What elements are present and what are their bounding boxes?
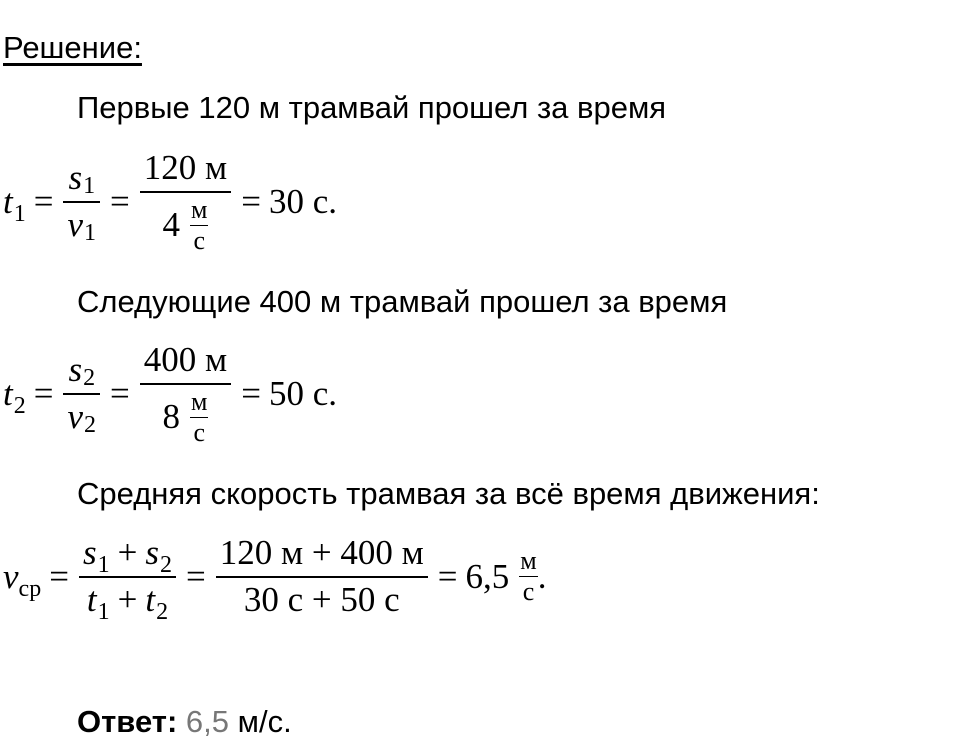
equals-sign: = — [49, 556, 69, 596]
equals-sign: = — [437, 556, 458, 596]
eq2-values-fraction: 400 м 8 $\frac{м}{с}$ — [140, 342, 231, 446]
equation-t1 — [3, 150, 337, 254]
paragraph-average-speed: Средняя скорость трамвая за всё время движения: — [77, 476, 820, 511]
equation-t2 — [3, 342, 337, 446]
eq2-lhs: $t_2$ — [3, 373, 26, 419]
eq2-speed-unit: $\frac{м}{с}$ — [191, 386, 208, 447]
eq3-values-fraction: $\frac{120 м + 400 м}{30 с + 50 с}$ — [216, 535, 428, 619]
eq2-result: 50 с. — [268, 373, 337, 413]
answer-unit: м/с. — [237, 704, 292, 739]
eq1-result: 30 с. — [268, 181, 337, 221]
solution-heading: Решение: — [3, 30, 142, 65]
eq1-formula-fraction: s 1 v 1 — [63, 160, 100, 244]
paragraph-first-segment: Первые 120 м трамвай прошел за время — [77, 90, 667, 125]
eq3-speed-unit: $\frac{м}{с}$ — [520, 546, 537, 607]
equals-sign: = — [110, 181, 130, 221]
equals-sign: = — [110, 373, 130, 413]
eq3-formula-fraction: $s_1$ + $s_2$ $t_1$ + $t_2$ — [79, 535, 176, 619]
eq3-lhs: $v_{ср}$ — [3, 556, 42, 602]
answer-line — [77, 704, 292, 740]
equals-sign: = — [33, 373, 54, 413]
equals-sign: = — [33, 181, 54, 221]
eq1-speed-unit: $\frac{м}{с}$ — [191, 194, 208, 255]
answer-label: Ответ: — [77, 704, 178, 739]
eq2-formula-fraction: s 2 v 2 — [63, 352, 100, 436]
eq1-values-fraction: 120 м 4 $\frac{м}{с}$ — [140, 150, 231, 254]
equation-average-speed: $v_{ср}$ = $s_1$ + $s_2$ $t_1$ + $t_2$ = $\frac{120 м + 400 м}{30 с + 50 с}$ = 6,5 $\frac{м}{с}$ . — [3, 533, 547, 625]
equals-sign: = — [241, 373, 261, 413]
answer-value: 6,5 — [185, 704, 230, 739]
paragraph-second-segment: Следующие 400 м трамвай прошел за время — [77, 284, 728, 319]
equals-sign: = — [185, 556, 206, 596]
equals-sign: = — [241, 181, 261, 221]
eq1-lhs: $t_1$ — [3, 181, 26, 227]
eq3-result: 6,5 — [465, 556, 510, 596]
